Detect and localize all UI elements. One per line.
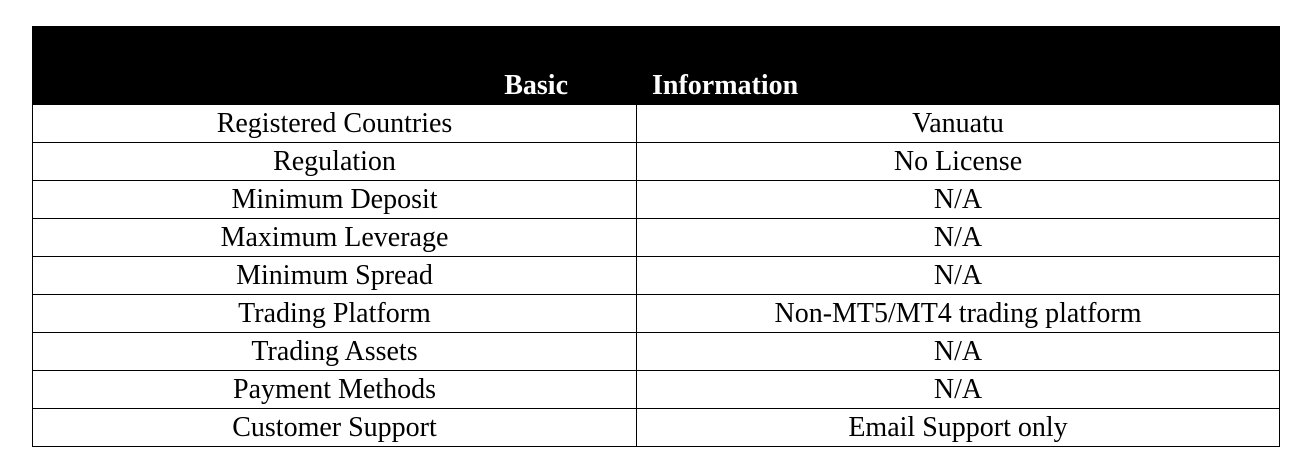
row-label-registered-countries: Registered Countries xyxy=(33,105,637,143)
row-value-trading-assets: N/A xyxy=(637,333,1280,371)
row-value-customer-support: Email Support only xyxy=(637,409,1280,447)
table-row xyxy=(33,143,1280,181)
row-label-minimum-deposit: Minimum Deposit xyxy=(33,181,637,219)
table-row xyxy=(33,219,1280,257)
table-row xyxy=(33,409,1280,447)
header-basic: Basic xyxy=(33,27,637,105)
row-label-regulation: Regulation xyxy=(33,143,637,181)
row-value-minimum-deposit: N/A xyxy=(637,181,1280,219)
table-header-row xyxy=(33,27,1280,105)
row-value-minimum-spread: N/A xyxy=(637,257,1280,295)
table-row xyxy=(33,257,1280,295)
row-value-maximum-leverage: N/A xyxy=(637,219,1280,257)
header-information: Information xyxy=(637,27,1280,105)
row-value-trading-platform: Non-MT5/MT4 trading platform xyxy=(637,295,1280,333)
row-label-customer-support: Customer Support xyxy=(33,409,637,447)
table-row xyxy=(33,333,1280,371)
basic-information-table xyxy=(32,26,1280,447)
row-label-trading-assets: Trading Assets xyxy=(33,333,637,371)
row-value-payment-methods: N/A xyxy=(637,371,1280,409)
table-row xyxy=(33,105,1280,143)
row-value-registered-countries: Vanuatu xyxy=(637,105,1280,143)
table-row xyxy=(33,181,1280,219)
row-value-regulation: No License xyxy=(637,143,1280,181)
row-label-payment-methods: Payment Methods xyxy=(33,371,637,409)
table-row xyxy=(33,295,1280,333)
table-row xyxy=(33,371,1280,409)
row-label-maximum-leverage: Maximum Leverage xyxy=(33,219,637,257)
row-label-trading-platform: Trading Platform xyxy=(33,295,637,333)
row-label-minimum-spread: Minimum Spread xyxy=(33,257,637,295)
